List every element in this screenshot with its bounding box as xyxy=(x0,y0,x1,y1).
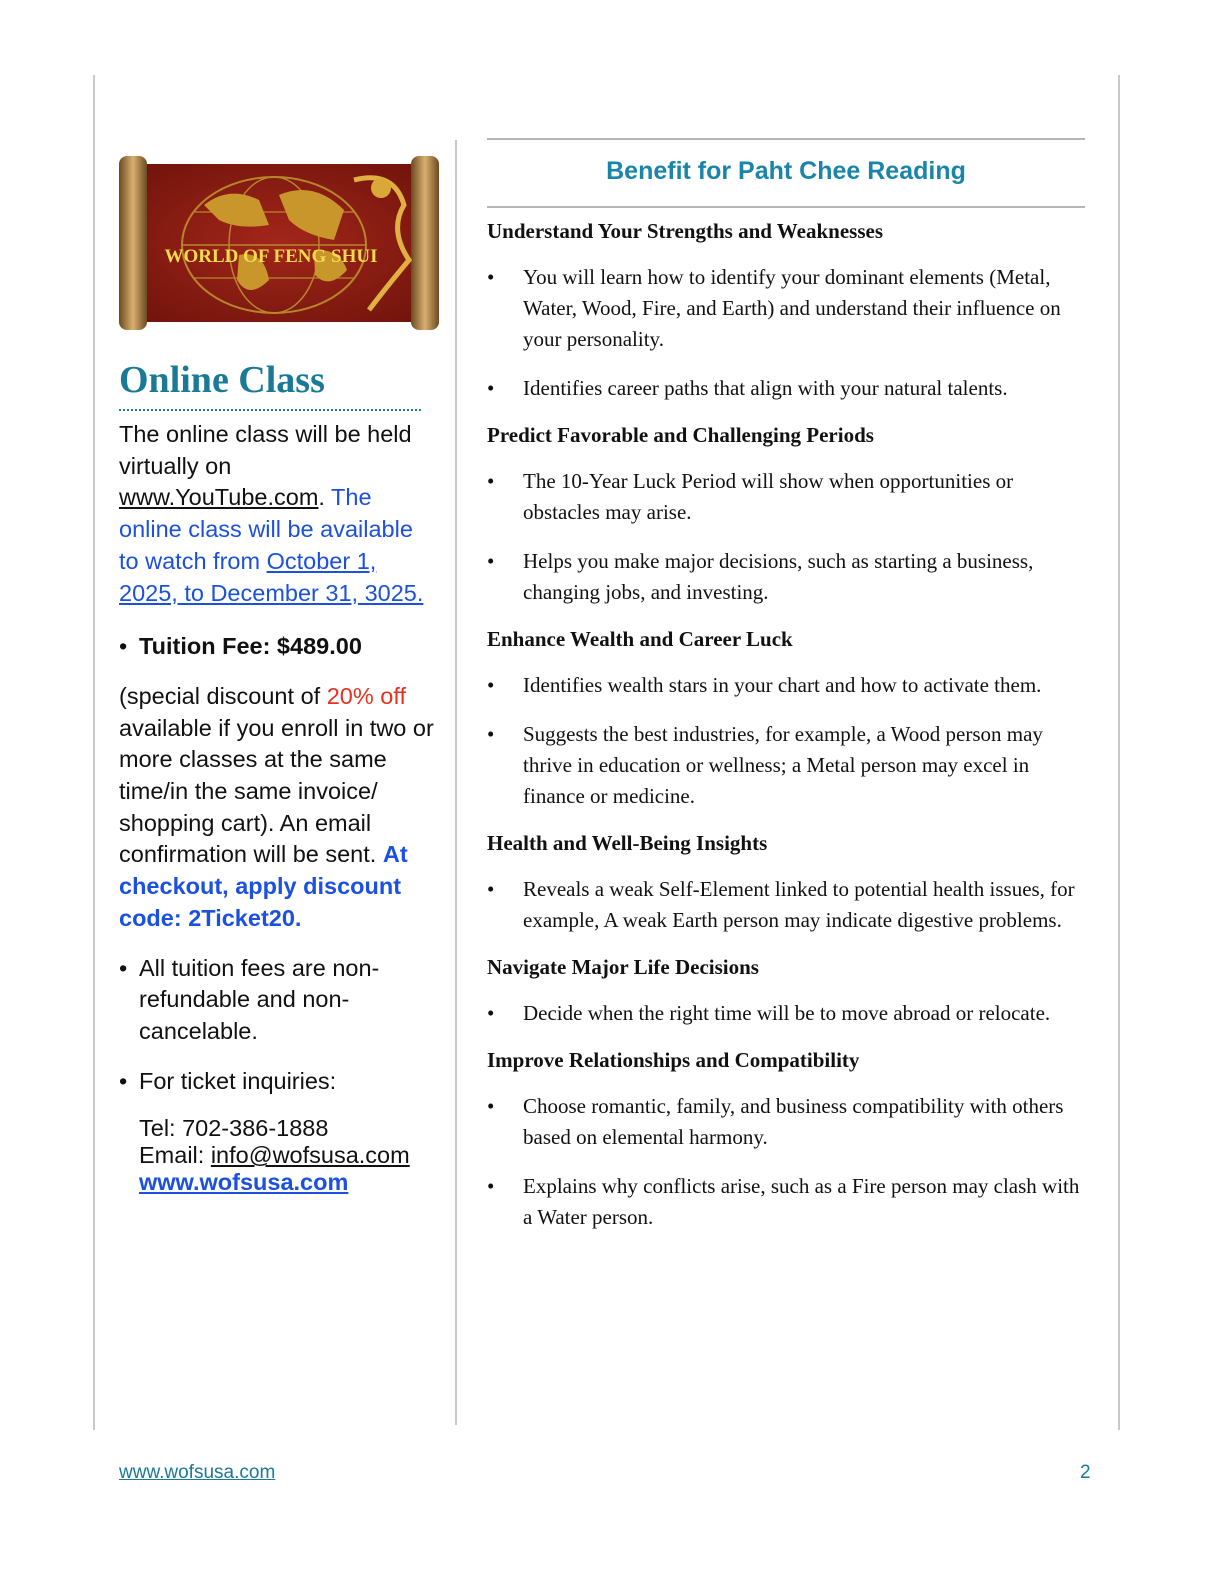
list-item xyxy=(487,546,1085,608)
section-heading: Improve Relationships and Compatibility xyxy=(487,1048,860,1072)
section-bullet-list xyxy=(487,1091,1085,1233)
list-item xyxy=(487,719,1085,812)
world-of-feng-shui-logo xyxy=(119,150,439,335)
bullet-icon: • xyxy=(487,265,495,289)
class-intro xyxy=(119,419,439,609)
bullet-text: Helps you make major decisions, such as starting a business, changing jobs, and investing. xyxy=(523,549,1034,604)
left-page-rule xyxy=(93,75,95,1430)
benefit-sections xyxy=(487,218,1085,1233)
section-bullet-list xyxy=(487,466,1085,608)
left-column xyxy=(119,150,439,1196)
logo-text: WORLD OF FENG SHUI xyxy=(164,246,378,267)
title-bottom-rule xyxy=(487,206,1085,208)
tuition-item xyxy=(119,631,439,663)
email-line xyxy=(139,1142,439,1169)
class-title: Online Class xyxy=(119,359,325,401)
discount-text-b: available if you enroll in two or more classes at the same time/in the same invoice/ shopping cart). An email confirmation will be sent. xyxy=(119,714,434,868)
bullet-icon: • xyxy=(487,549,495,573)
bullet-icon: • xyxy=(487,673,495,697)
benefit-title: Benefit for Paht Chee Reading xyxy=(606,157,966,185)
bullet-icon: • xyxy=(487,1174,495,1198)
list-item xyxy=(487,373,1085,404)
column-divider xyxy=(455,140,457,1425)
bullet-icon: • xyxy=(487,376,495,400)
section-heading: Navigate Major Life Decisions xyxy=(487,955,759,979)
section-bullet-list xyxy=(487,874,1085,936)
intro-text: The online class will be held virtually on xyxy=(119,421,412,479)
list-item xyxy=(487,998,1085,1029)
section-heading: Enhance Wealth and Career Luck xyxy=(487,627,793,651)
availability-dates-link[interactable]: October 1, 2025, to December 31, 3025. xyxy=(119,547,424,606)
intro-period: . xyxy=(318,484,325,511)
availability-text: The online class will be available to watch from xyxy=(119,484,413,574)
refund-item xyxy=(119,953,439,1048)
list-item xyxy=(487,1171,1085,1233)
inquiries-text: For ticket inquiries: xyxy=(139,1067,337,1094)
bullet-text: Identifies career paths that align with your natural talents. xyxy=(523,376,1008,400)
phone: Tel: 702-386-1888 xyxy=(139,1115,329,1142)
section-bullet-list xyxy=(487,262,1085,404)
right-column xyxy=(487,138,1085,1251)
discount-paragraph xyxy=(119,681,439,935)
discount-percent: 20% off xyxy=(326,682,406,709)
bullet-icon: • xyxy=(119,954,128,981)
bullet-icon: • xyxy=(487,1094,495,1118)
section-bullet-list xyxy=(487,998,1085,1029)
list-item xyxy=(487,670,1085,701)
bullet-icon: • xyxy=(119,1067,128,1094)
footer-website-link[interactable]: www.wofsusa.com xyxy=(119,1462,276,1483)
inquiries-item xyxy=(119,1066,439,1098)
bullet-text: Suggests the best industries, for example, a Wood person may thrive in education or wellness; a Metal person may excel in finance or medicine. xyxy=(523,722,1043,808)
tuition-fee: Tuition Fee: $489.00 xyxy=(139,633,362,660)
bullet-icon: • xyxy=(119,633,128,660)
bullet-text: You will learn how to identify your dominant elements (Metal, Water, Wood, Fire, and Earth) and understand their influence on your personality. xyxy=(523,265,1061,351)
bullet-text: Explains why conflicts arise, such as a Fire person may clash with a Water person. xyxy=(523,1174,1080,1229)
website-link[interactable]: www.wofsusa.com xyxy=(139,1169,349,1196)
bullet-text: The 10-Year Luck Period will show when opportunities or obstacles may arise. xyxy=(523,469,1014,524)
list-item xyxy=(487,466,1085,528)
bullet-text: Choose romantic, family, and business compatibility with others based on elemental harmony. xyxy=(523,1094,1064,1149)
youtube-link[interactable]: www.YouTube.com xyxy=(119,484,319,511)
contact-block xyxy=(119,1115,439,1196)
bullet-text: Identifies wealth stars in your chart and how to activate them. xyxy=(523,673,1042,697)
section-bullet-list xyxy=(487,670,1085,812)
bullet-text: Reveals a weak Self-Element linked to potential health issues, for example, A weak Earth person may indicate digestive problems. xyxy=(523,877,1075,932)
section-heading: Predict Favorable and Challenging Periods xyxy=(487,423,874,447)
section-heading: Understand Your Strengths and Weaknesses xyxy=(487,219,883,243)
bullet-icon: • xyxy=(487,722,495,746)
bullet-text: Decide when the right time will be to move abroad or relocate. xyxy=(523,1001,1051,1025)
page-number: 2 xyxy=(1080,1462,1091,1483)
right-page-rule xyxy=(1118,75,1120,1430)
bullet-icon: • xyxy=(487,877,495,901)
email-label: Email: xyxy=(139,1142,211,1169)
list-item xyxy=(487,874,1085,936)
email-link[interactable]: info@wofsusa.com xyxy=(210,1142,410,1169)
bullet-icon: • xyxy=(487,469,495,493)
title-underline xyxy=(119,409,421,411)
bullet-icon: • xyxy=(487,1001,495,1025)
section-heading: Health and Well-Being Insights xyxy=(487,831,768,855)
discount-text-a: (special discount of xyxy=(119,682,327,709)
discount-code: At checkout, apply discount code: 2Ticket20. xyxy=(119,841,408,931)
list-item xyxy=(487,1091,1085,1153)
refund-text: All tuition fees are non-refundable and non-cancelable. xyxy=(139,954,380,1044)
list-item xyxy=(487,262,1085,355)
